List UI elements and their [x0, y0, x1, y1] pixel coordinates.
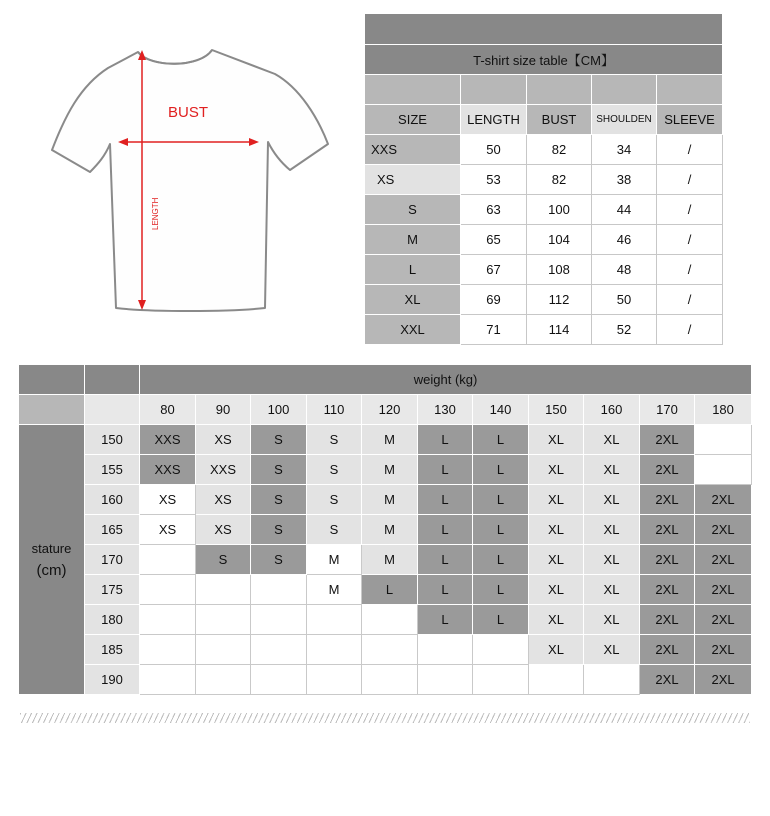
size-cell: XL [529, 605, 584, 635]
size-cell: L [473, 605, 529, 635]
size-cell: 2XL [640, 455, 695, 485]
length-cell: 50 [461, 135, 527, 165]
weight-header: 170 [640, 395, 695, 425]
bust-cell: 82 [527, 165, 592, 195]
table-row [19, 545, 752, 575]
size-cell: L [418, 605, 473, 635]
size-cell: S [251, 455, 307, 485]
size-cell: XL [584, 575, 640, 605]
length-cell: 67 [461, 255, 527, 285]
table-row [19, 575, 752, 605]
size-cell: XXS [140, 425, 196, 455]
stature-value: 175 [85, 575, 140, 605]
size-cell: 2XL [640, 635, 695, 665]
table-row [19, 485, 752, 515]
stature-value: 155 [85, 455, 140, 485]
size-cell: 2XL [695, 665, 752, 695]
size-cell: L [362, 575, 418, 605]
table-row [365, 255, 723, 285]
size-cell: L [418, 545, 473, 575]
size-cell: XXL [365, 315, 461, 345]
size-table-title: T-shirt size table【CM】 [365, 45, 723, 75]
table-row [365, 315, 723, 345]
bust-cell: 100 [527, 195, 592, 225]
weight-header: 150 [529, 395, 584, 425]
col-header-shoulder: SHOULDEN [592, 105, 657, 135]
size-cell [251, 605, 307, 635]
bust-cell: 114 [527, 315, 592, 345]
bust-cell: 82 [527, 135, 592, 165]
size-cell [695, 425, 752, 455]
size-cell [307, 635, 362, 665]
size-cell: XL [529, 455, 584, 485]
size-cell [251, 665, 307, 695]
shoulder-cell: 34 [592, 135, 657, 165]
size-cell: 2XL [695, 545, 752, 575]
size-cell: S [307, 425, 362, 455]
size-cell: L [418, 425, 473, 455]
size-cell: M [362, 545, 418, 575]
table-row [19, 455, 752, 485]
shoulder-cell: 50 [592, 285, 657, 315]
length-cell: 65 [461, 225, 527, 255]
table-row [365, 195, 723, 225]
size-cell: S [251, 545, 307, 575]
col-header-size: SIZE [365, 105, 461, 135]
size-cell: XL [584, 485, 640, 515]
bust-cell: 108 [527, 255, 592, 285]
size-cell: 2XL [695, 635, 752, 665]
sleeve-cell: / [657, 165, 723, 195]
size-cell: XL [529, 575, 584, 605]
size-cell [695, 455, 752, 485]
size-cell: XL [584, 515, 640, 545]
table-row [19, 425, 752, 455]
size-cell: XXS [196, 455, 251, 485]
size-cell [362, 665, 418, 695]
size-cell: XL [529, 545, 584, 575]
stature-label-cell [19, 425, 85, 695]
sleeve-cell: / [657, 285, 723, 315]
size-cell: L [418, 515, 473, 545]
size-cell [251, 635, 307, 665]
table-row [19, 665, 752, 695]
stature-value: 185 [85, 635, 140, 665]
size-cell: S [307, 485, 362, 515]
size-cell: M [362, 425, 418, 455]
length-cell: 71 [461, 315, 527, 345]
bust-label: BUST [167, 104, 209, 121]
size-cell [418, 665, 473, 695]
sleeve-cell: / [657, 315, 723, 345]
size-cell: S [365, 195, 461, 225]
size-cell: XS [196, 515, 251, 545]
size-cell: S [307, 515, 362, 545]
length-cell: 53 [461, 165, 527, 195]
size-cell [140, 575, 196, 605]
stature-unit: (cm) [36, 561, 67, 579]
shoulder-cell: 48 [592, 255, 657, 285]
size-cell: L [418, 455, 473, 485]
size-cell: S [251, 425, 307, 455]
size-cell: 2XL [695, 575, 752, 605]
tshirt-diagram [50, 38, 335, 318]
size-cell: 2XL [695, 485, 752, 515]
size-cell: S [251, 515, 307, 545]
sleeve-cell: / [657, 255, 723, 285]
table-row [19, 635, 752, 665]
col-header-sleeve: SLEEVE [657, 105, 723, 135]
size-cell: 2XL [640, 665, 695, 695]
size-cell [140, 635, 196, 665]
stature-value: 165 [85, 515, 140, 545]
size-table-band [365, 14, 723, 45]
size-cell [251, 575, 307, 605]
size-cell: XL [584, 455, 640, 485]
weight-title: weight (kg) [140, 365, 752, 395]
stature-label: stature [31, 540, 72, 556]
size-cell [307, 605, 362, 635]
bust-cell: 104 [527, 225, 592, 255]
size-cell: XS [196, 425, 251, 455]
size-cell [362, 605, 418, 635]
weight-header: 130 [418, 395, 473, 425]
size-cell: L [473, 545, 529, 575]
sleeve-cell: / [657, 135, 723, 165]
size-cell [140, 665, 196, 695]
size-cell: S [251, 485, 307, 515]
size-cell: M [362, 515, 418, 545]
size-cell: L [473, 425, 529, 455]
col-header-length: LENGTH [461, 105, 527, 135]
sleeve-cell: / [657, 195, 723, 225]
size-cell: L [473, 515, 529, 545]
size-cell: 2XL [695, 515, 752, 545]
shoulder-cell: 38 [592, 165, 657, 195]
length-cell: 69 [461, 285, 527, 315]
size-cell: XS [140, 515, 196, 545]
shoulder-cell: 44 [592, 195, 657, 225]
size-cell: XS [140, 485, 196, 515]
size-cell: 2XL [640, 575, 695, 605]
size-cell: M [307, 545, 362, 575]
size-cell: XL [529, 515, 584, 545]
size-cell [418, 635, 473, 665]
size-cell: M [307, 575, 362, 605]
size-cell [196, 575, 251, 605]
weight-header: 100 [251, 395, 307, 425]
weight-header: 80 [140, 395, 196, 425]
size-cell: L [418, 575, 473, 605]
size-cell [529, 665, 584, 695]
stature-value: 170 [85, 545, 140, 575]
size-cell: M [365, 225, 461, 255]
bust-cell: 112 [527, 285, 592, 315]
stature-value: 150 [85, 425, 140, 455]
shoulder-cell: 46 [592, 225, 657, 255]
weight-header: 140 [473, 395, 529, 425]
size-cell [362, 635, 418, 665]
col-header-bust: BUST [527, 105, 592, 135]
size-cell: 2XL [640, 605, 695, 635]
sleeve-cell: / [657, 225, 723, 255]
size-cell [196, 635, 251, 665]
tshirt-outline [52, 50, 328, 311]
size-cell [307, 665, 362, 695]
size-cell [473, 665, 529, 695]
size-table [364, 13, 723, 345]
size-cell: XL [529, 485, 584, 515]
size-cell: L [473, 455, 529, 485]
weight-header: 90 [196, 395, 251, 425]
size-cell: XL [365, 285, 461, 315]
size-cell: M [362, 455, 418, 485]
table-row [365, 165, 723, 195]
size-cell [140, 605, 196, 635]
weight-header: 180 [695, 395, 752, 425]
size-table-header [365, 105, 723, 135]
size-cell: XL [584, 545, 640, 575]
size-cell: S [307, 455, 362, 485]
size-cell: S [196, 545, 251, 575]
size-cell: XL [529, 635, 584, 665]
size-cell: 2XL [640, 425, 695, 455]
stature-value: 160 [85, 485, 140, 515]
size-cell: 2XL [640, 485, 695, 515]
length-label: LENGTH [151, 197, 160, 230]
size-cell: XS [365, 165, 461, 195]
table-row [19, 605, 752, 635]
weight-header: 160 [584, 395, 640, 425]
size-cell [196, 605, 251, 635]
size-cell [140, 545, 196, 575]
size-cell: L [473, 485, 529, 515]
weight-header: 120 [362, 395, 418, 425]
size-cell [473, 635, 529, 665]
size-cell: 2XL [640, 545, 695, 575]
size-cell: 2XL [695, 605, 752, 635]
weight-stature-chart [18, 364, 752, 695]
table-row [365, 225, 723, 255]
size-cell: L [365, 255, 461, 285]
table-row [19, 515, 752, 545]
hatched-divider [20, 713, 750, 723]
size-cell: M [362, 485, 418, 515]
weight-header-row [19, 395, 752, 425]
size-cell: L [473, 575, 529, 605]
size-cell: 2XL [640, 515, 695, 545]
length-cell: 63 [461, 195, 527, 225]
size-cell: XL [584, 425, 640, 455]
stature-value: 180 [85, 605, 140, 635]
size-cell: XXS [365, 135, 461, 165]
size-cell: XL [529, 425, 584, 455]
stature-value: 190 [85, 665, 140, 695]
size-cell [584, 665, 640, 695]
shoulder-cell: 52 [592, 315, 657, 345]
size-cell: L [418, 485, 473, 515]
table-row [365, 285, 723, 315]
size-cell [196, 665, 251, 695]
size-cell: XS [196, 485, 251, 515]
size-cell: XL [584, 605, 640, 635]
size-cell: XXS [140, 455, 196, 485]
weight-header: 110 [307, 395, 362, 425]
size-cell: XL [584, 635, 640, 665]
table-row [365, 135, 723, 165]
